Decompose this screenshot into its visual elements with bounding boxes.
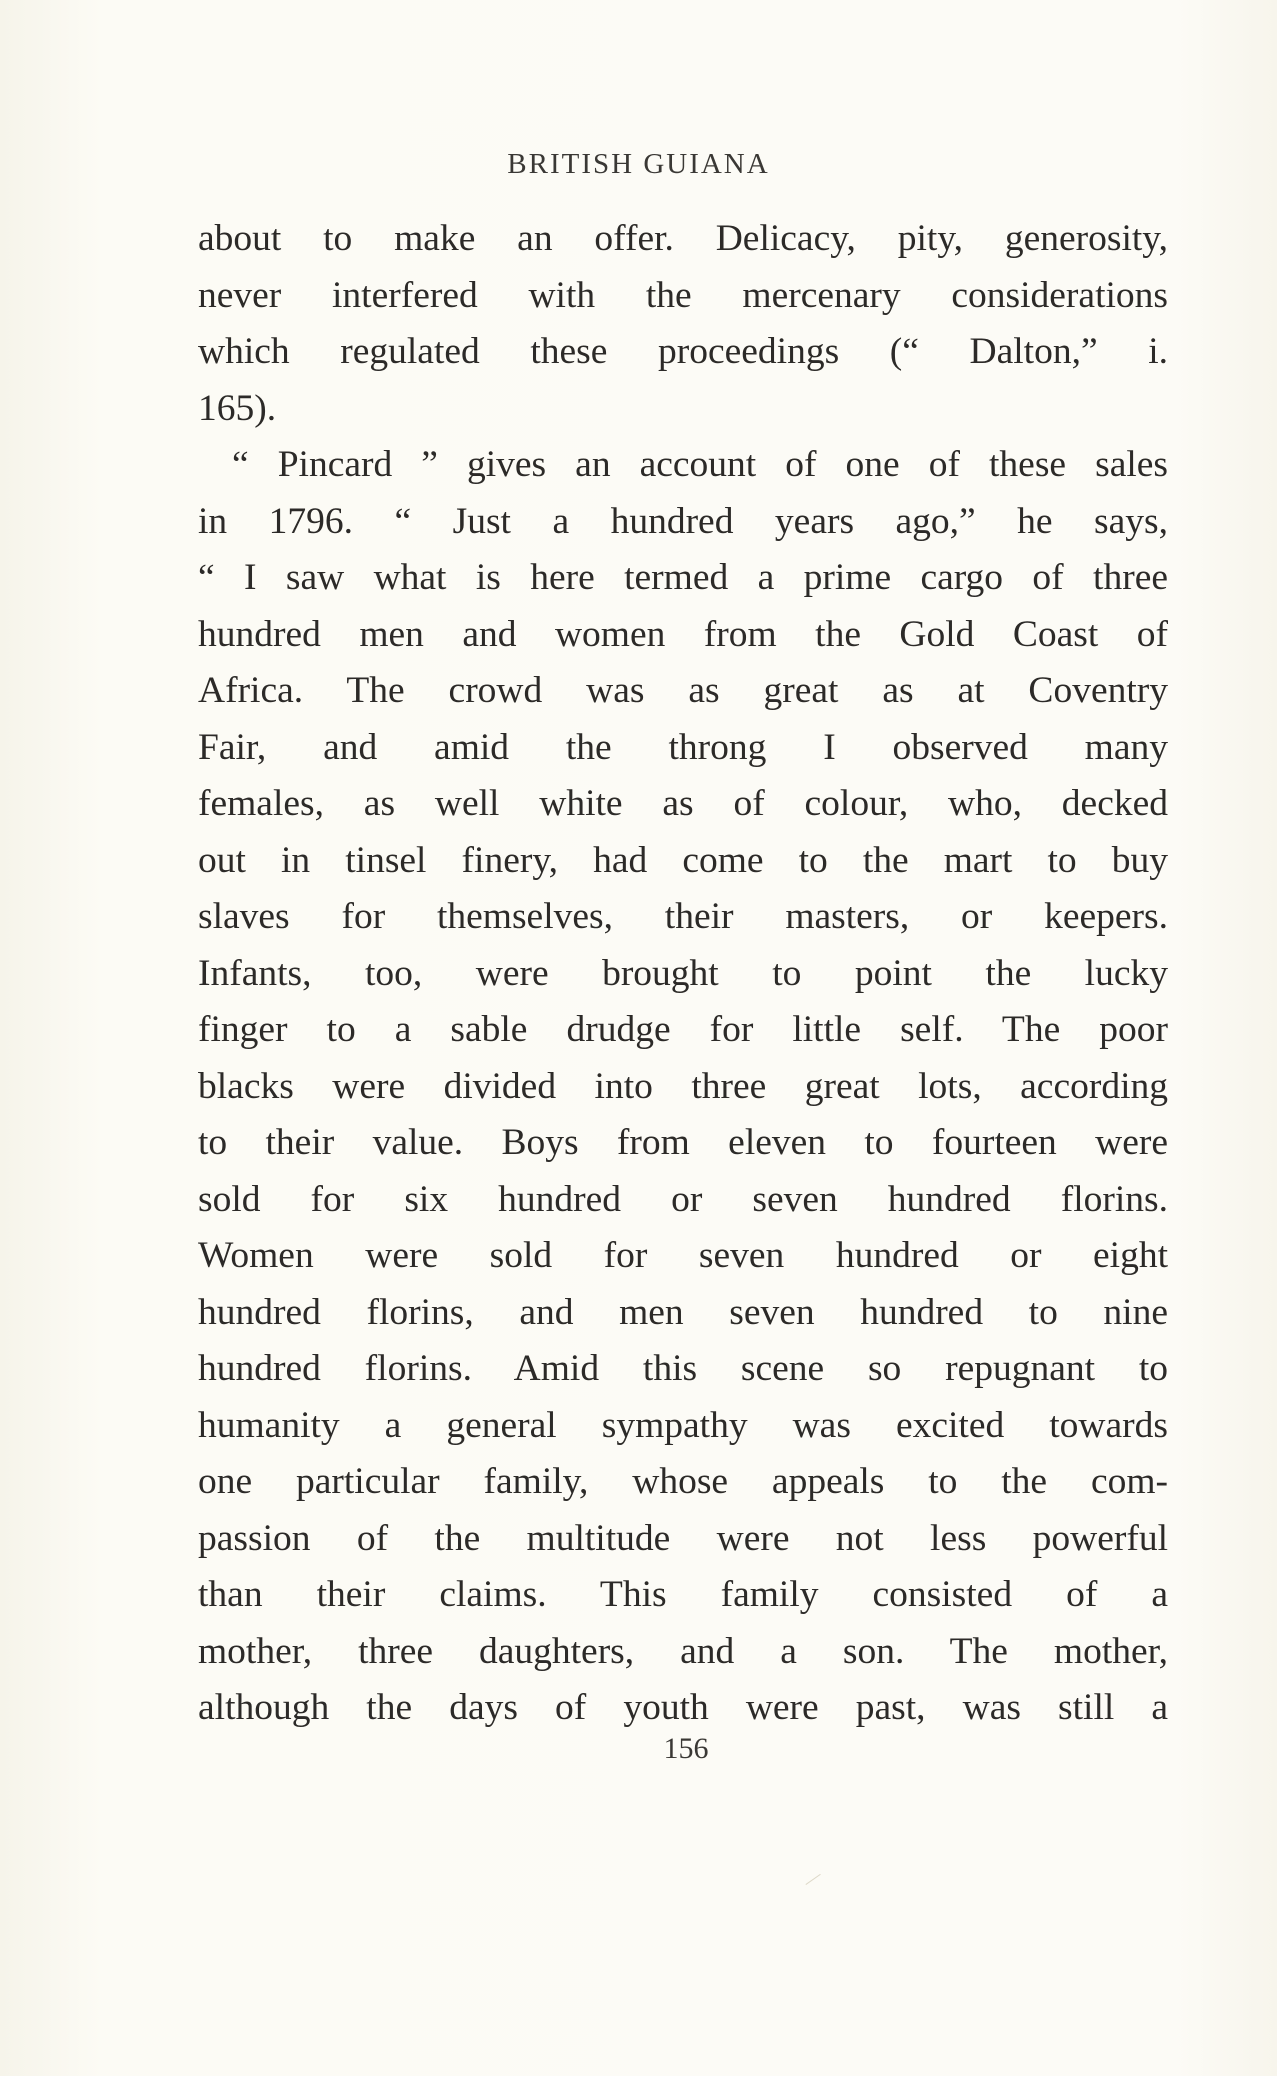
text-line: never interfered with the mercenary considerations: [198, 274, 1168, 316]
running-head: BRITISH GUIANA: [507, 148, 770, 180]
text-line: Africa. The crowd was as great as at Coventry: [198, 670, 1168, 711]
text-line: mother, three daughters, and a son. The mother,: [198, 1630, 1168, 1672]
text-line: “ I saw what is here termed a prime cargo of three: [198, 557, 1168, 598]
text-line: females, as well white as of colour, who, decked: [198, 783, 1168, 824]
text-line: Women were sold for seven hundred or eight: [198, 1235, 1168, 1276]
text-line: humanity a general sympathy was excited towards: [198, 1404, 1168, 1446]
text-line: sold for six hundred or seven hundred florins.: [198, 1178, 1168, 1220]
text-line: although the days of youth were past, was still a: [198, 1687, 1168, 1728]
text-line: hundred florins. Amid this scene so repugnant to: [198, 1348, 1168, 1389]
body-text: [198, 211, 1168, 1737]
text-line: blacks were divided into three great lots, according: [198, 1065, 1168, 1107]
paper-mark: [805, 1874, 826, 1893]
text-line: to their value. Boys from eleven to fourteen were: [198, 1122, 1168, 1163]
text-line: out in tinsel finery, had come to the mart to buy: [198, 839, 1168, 881]
text-line: finger to a sable drudge for little self. The poor: [198, 1009, 1168, 1050]
text-line: which regulated these proceedings (“ Dalton,” i.: [198, 331, 1168, 372]
text-line: Fair, and amid the throng I observed many: [198, 726, 1168, 768]
text-line: about to make an offer. Delicacy, pity, generosity,: [198, 218, 1168, 259]
text-line: hundred men and women from the Gold Coast of: [198, 613, 1168, 655]
text-line: Infants, too, were brought to point the lucky: [198, 952, 1168, 994]
text-line: passion of the multitude were not less powerful: [198, 1517, 1168, 1559]
paragraph-start-line: “ Pincard ” gives an account of one of these sales: [232, 444, 1168, 485]
text-line: than their claims. This family consisted of a: [198, 1574, 1168, 1615]
text-line: one particular family, whose appeals to the com-: [198, 1461, 1168, 1502]
text-line: 165).: [198, 387, 277, 429]
text-line: slaves for themselves, their masters, or keepers.: [198, 896, 1168, 937]
text-line: hundred florins, and men seven hundred to nine: [198, 1291, 1168, 1333]
page-number: 156: [663, 1732, 709, 1765]
text-line: in 1796. “ Just a hundred years ago,” he says,: [198, 500, 1168, 542]
